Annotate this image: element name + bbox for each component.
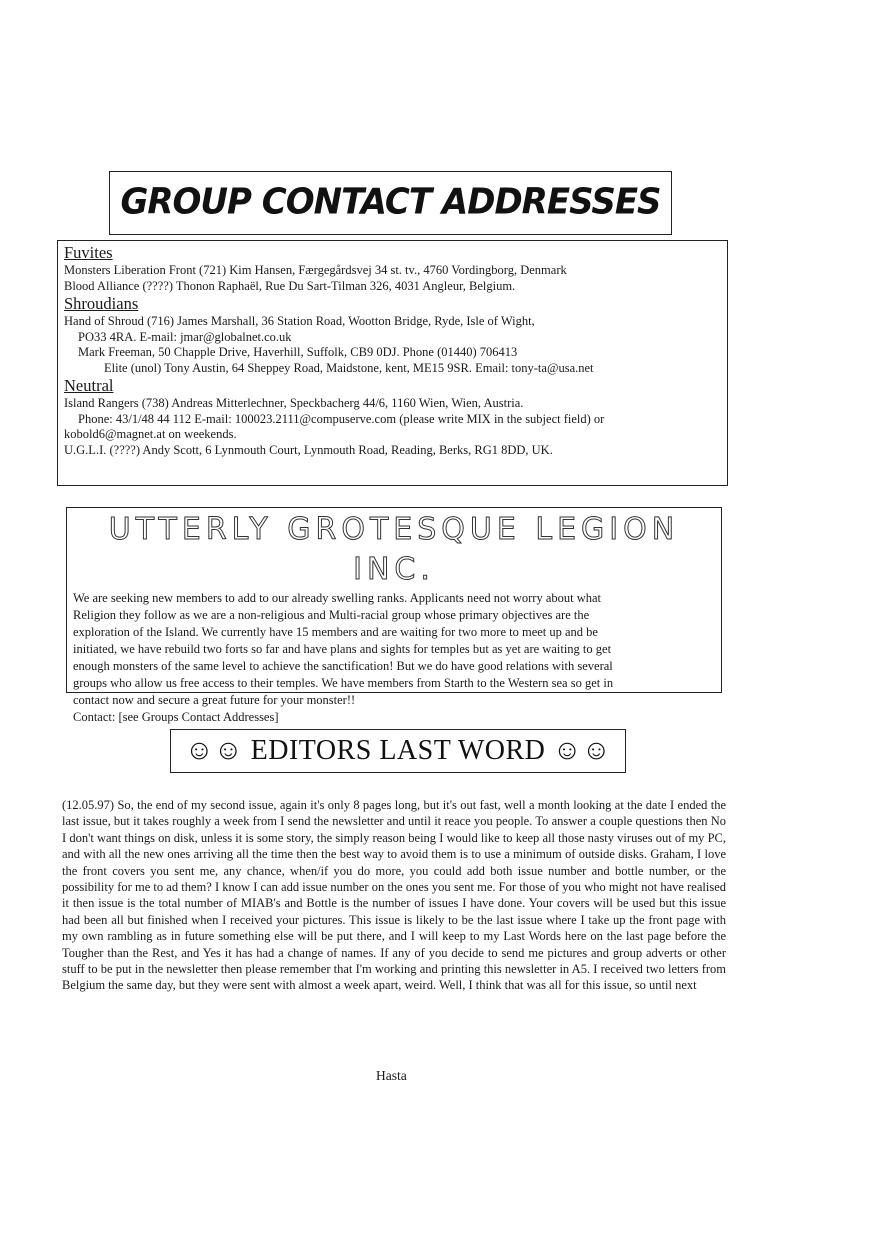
editor-body-text: (12.05.97) So, the end of my second issue, again it's only 8 pages long, but it's out fast, well a month looking at the date I ended the last issue, but it takes roughly a week from I send the newsletter and until it reace you people. To answer a couple questions then No I don't want things on disk, unless it is some story, the simply reason being I would like to keep all those nasty viruses out of my PC, and with all the new ones arriving all the time then the best way to avoid them is to use a minimum of outside disks. Graham, I love the front covers you sent me, any chance, when/if you do more, you could add both issue number and bottle number, or the possibility for me to ad them? I know I can add issue number on the ones you sent me. For those of you who might not have realised it then issue is the total number of MIAB's and Bottle is the number of issues I have done. Your covers will be used but this issue had been all but finished when I received your pictures. This issue is likely to be the last issue where I take up the front page with my own rambling as in future something else will be put there, and I will keep to my Last Words here on the last page before the Tougher than the Rest, and Yes it has had a change of names. If any of you decide to send me pictures and group adverts or other stuff to be put in the newsletter then please remember that I'm working and printing this newsletter in A5. I received two letters from Belgium the same day, but they were sent with almost a week apart, weird. Well, I think that was all for this issue, so until next	[62, 798, 726, 993]
section-heading-fuvites: Fuvites	[64, 243, 113, 262]
ugl-title: UTTERLY GROTESQUE LEGION INC.	[108, 512, 680, 587]
page-title: GROUP CONTACT ADDRESSES	[120, 181, 661, 223]
ugl-advert-box	[66, 507, 722, 724]
ugl-line: Religion they follow as we are a non-religious and Multi-racial group whose primary objectives are the	[73, 608, 590, 622]
ugl-line: We are seeking new members to add to our already swelling ranks. Applicants need not worry about what	[73, 591, 602, 605]
contact-line: Mark Freeman, 50 Chapple Drive, Haverhill, Suffolk, CB9 0DJ. Phone (01440) 706413	[78, 345, 518, 359]
contact-line: Island Rangers (738) Andreas Mitterlechner, Speckbacherg 44/6, 1160 Wien, Wien, Austria.	[64, 396, 524, 410]
title-box	[109, 171, 672, 235]
contact-line: Phone: 43/1/48 44 112 E-mail: 100023.2111@compuserve.com (please write MIX in the subject field) or	[78, 411, 605, 426]
ugl-line: initiated, we have rebuild two forts so far and have plans and sights for temples but as yet are waiting to get	[73, 642, 612, 656]
ugl-line: groups who allow us free access to their temples. We have members from Starth to the Western sea so get in	[73, 676, 614, 690]
contact-line: Blood Alliance (????) Thonon Raphaël, Rue Du Sart-Tilman 326, 4031 Angleur, Belgium.	[64, 278, 516, 293]
contact-line: Monsters Liberation Front (721) Kim Hansen, Færgegårdsvej 34 st. tv., 4760 Vordingborg, Denmark	[64, 263, 567, 277]
contact-line: PO33 4RA. E-mail: jmar@globalnet.co.uk	[78, 329, 292, 344]
editor-signoff: Hasta	[376, 1068, 407, 1083]
contact-line: U.G.L.I. (????) Andy Scott, 6 Lynmouth Court, Lynmouth Road, Reading, Berks, RG1 8DD, UK.	[64, 442, 553, 457]
ugl-line: enough monsters of the same level to achieve the sanctification! But we do have good relations with several	[73, 659, 613, 673]
contact-line: kobold6@magnet.at on weekends.	[64, 427, 237, 441]
ugl-line: contact now and secure a great future for your monster!!	[73, 693, 356, 707]
section-heading-neutral: Neutral	[64, 376, 114, 395]
contact-line: Hand of Shroud (716) James Marshall, 36 Station Road, Wootton Bridge, Ryde, Isle of Wight,	[64, 314, 535, 328]
ugl-line: exploration of the Island. We currently have 15 members and are waiting for two more to meet up and be	[73, 625, 598, 639]
editor-title: ☺☺ EDITORS LAST WORD ☺☺	[184, 735, 612, 766]
contacts-box	[57, 240, 728, 486]
section-heading-shroudians: Shroudians	[64, 294, 139, 313]
contact-line: Elite (unol) Tony Austin, 64 Sheppey Road, Maidstone, kent, ME15 9SR. Email: tony-ta@usa.net	[104, 360, 594, 375]
ugl-contact: Contact: [see Groups Contact Addresses]	[73, 710, 279, 724]
editor-title-box	[170, 729, 626, 773]
